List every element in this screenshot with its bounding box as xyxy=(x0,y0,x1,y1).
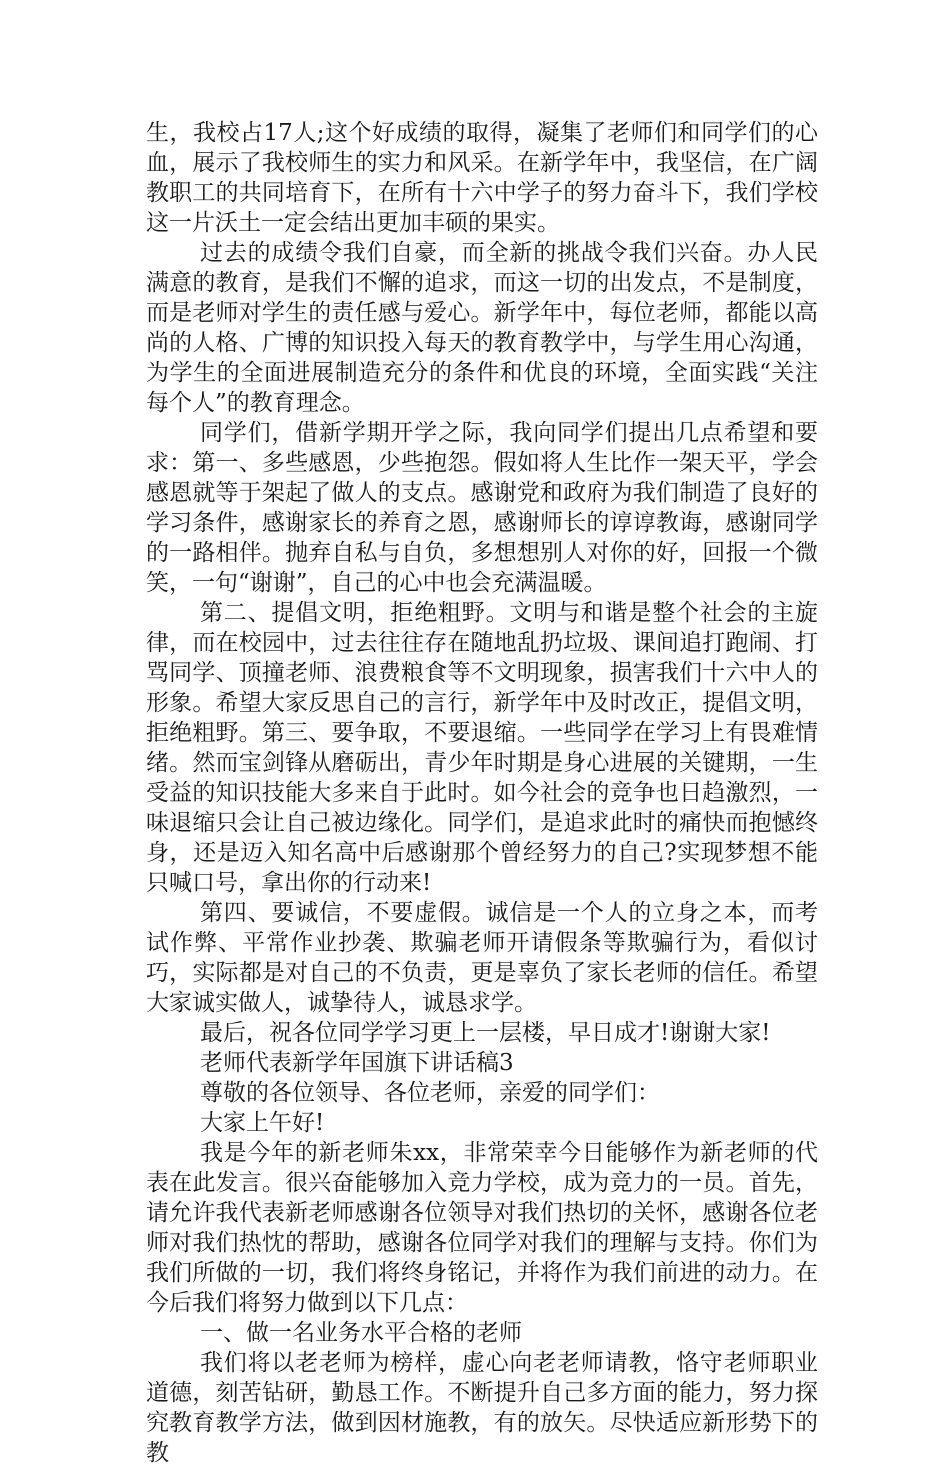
paragraph-continued: 生，我校占17人;这个好成绩的取得，凝集了老师们和同学们的心血，展示了我校师生的实力和风采。在新学年中，我坚信，在广阔教职工的共同培育下，在所有十六中学子的努力奋斗下，我们学校这一片沃土一定会结出更加丰硕的果实。 xyxy=(146,120,818,236)
paragraph-point-one: 我们将以老老师为榜样，虚心向老老师请教，恪守老师职业道德，刻苦钻研，勤恳工作。不断提升自己多方面的能力，努力探究教育教学方法，做到因材施教，有的放矢。尽快适应新形势下的教 xyxy=(146,1350,818,1466)
document-page xyxy=(146,118,818,1468)
greeting: 大家上午好! xyxy=(200,1110,325,1136)
paragraph-closing: 最后，祝各位同学学习更上一层楼，早日成才!谢谢大家! xyxy=(200,1020,771,1046)
paragraph-fourth: 第四、要诚信，不要虚假。诚信是一个人的立身之本，而考试作弊、平常作业抄袭、欺骗老师开请假条等欺骗行为，看似讨巧，实际都是对自己的不负责，更是辜负了家长老师的信任。希望大家诚实做人，诚挚待人，诚恳求学。 xyxy=(146,900,818,1016)
paragraph-challenge: 过去的成绩令我们自豪，而全新的挑战令我们兴奋。办人民满意的教育，是我们不懈的追求，而这一切的出发点，不是制度，而是老师对学生的责任感与爱心。新学年中，每位老师，都能以高尚的人格、广博的知识投入每天的教育教学中，与学生用心沟通，为学生的全面进展制造充分的条件和优良的环境，全面实践“关注每个人”的教育理念。 xyxy=(146,240,818,416)
subheading-point-one: 一、做一名业务水平合格的老师 xyxy=(200,1320,522,1346)
salutation: 尊敬的各位领导、各位老师，亲爱的同学们： xyxy=(200,1080,660,1106)
section-title: 老师代表新学年国旗下讲话稿3 xyxy=(200,1050,514,1076)
paragraph-second-third: 第二、提倡文明，拒绝粗野。文明与和谐是整个社会的主旋律，而在校园中，过去往往存在随地乱扔垃圾、课间追打跑闹、打骂同学、顶撞老师、浪费粮食等不文明现象，损害我们十六中人的形象。希望大家反思自己的言行，新学年中及时改正，提倡文明，拒绝粗野。第三、要争取，不要退缩。一些同学在学习上有畏难情绪。然而宝剑锋从磨砺出，青少年时期是身心进展的关键期，一生受益的知识技能大多来自于此时。如今社会的竞争也日趋激烈，一味退缩只会让自己被边缘化。同学们，是追求此时的痛快而抱憾终身，还是迈入知名高中后感谢那个曾经努力的自己?实现梦想不能只喊口号，拿出你的行动来! xyxy=(146,600,818,896)
paragraph-hopes-first: 同学们，借新学期开学之际，我向同学们提出几点希望和要求：第一、多些感恩，少些抱怨。假如将人生比作一架天平，学会感恩就等于架起了做人的支点。感谢党和政府为我们制造了良好的学习条件，感谢家长的养育之恩，感谢师长的谆谆教诲，感谢同学的一路相伴。抛弃自私与自负，多想想别人对你的好，回报一个微笑，一句“谢谢”，自己的心中也会充满温暖。 xyxy=(146,420,818,596)
paragraph-introduction: 我是今年的新老师朱xx，非常荣幸今日能够作为新老师的代表在此发言。很兴奋能够加入竞力学校，成为竞力的一员。首先，请允许我代表新老师感谢各位领导对我们热切的关怀，感谢各位老师对我们热忱的帮助，感谢各位同学对我们的理解与支持。你们为我们所做的一切，我们将终身铭记，并将作为我们前进的动力。在今后我们将努力做到以下几点： xyxy=(146,1140,818,1316)
